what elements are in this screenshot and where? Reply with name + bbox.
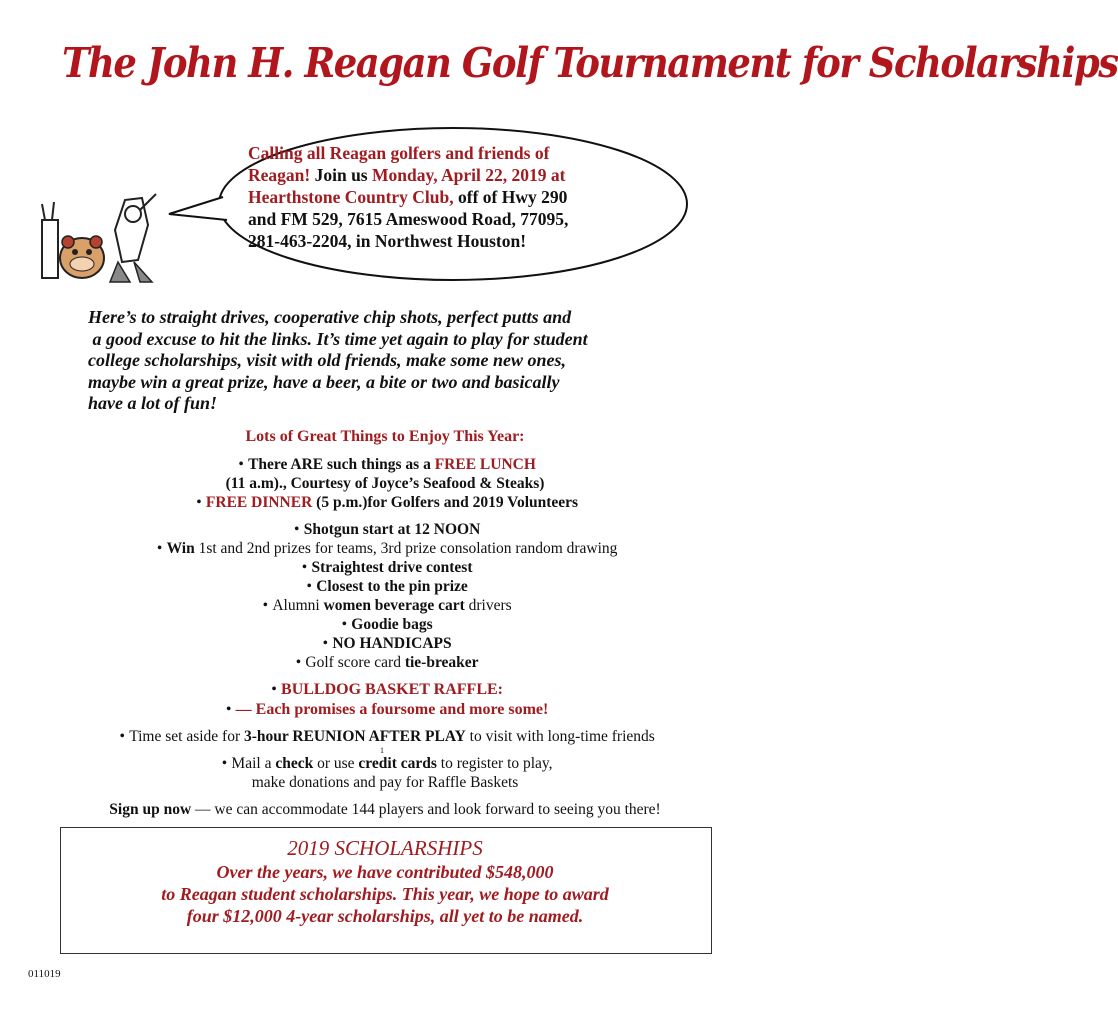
scholarships-line: to Reagan student scholarships. This year, we hope to award xyxy=(161,884,609,904)
section-heading: Lots of Great Things to Enjoy This Year: xyxy=(245,428,525,445)
list-item: • Time set aside for 3-hour REUNION AFTER PLAY to visit with long-time friends xyxy=(119,728,655,745)
list-item: • Shotgun start at 12 NOON xyxy=(294,521,481,538)
page-marker: 1 xyxy=(380,746,384,755)
list-item: • Mail a check or use credit cards to register to play, xyxy=(221,755,553,772)
list-item: • — Each promises a foursome and more some! xyxy=(225,701,549,718)
page-title: The John H. Reagan Golf Tournament for Scholarships xyxy=(62,38,1118,88)
list-item: • Alumni women beverage cart drivers xyxy=(262,597,512,614)
list-item: • Win 1st and 2nd prizes for teams, 3rd prize consolation random drawing xyxy=(156,540,618,557)
scholarships-line: four $12,000 4-year scholarships, all yet to be named. xyxy=(186,906,584,926)
document-code: 011019 xyxy=(28,968,61,980)
list-item: • Golf score card tie-breaker xyxy=(295,654,479,671)
event-details: Calling all Reagan golfers and friends of Reagan! Join us Monday, April 22, 2019 at Hearthstone Country Club, off of Hwy 290 and FM 529, 7615 Ameswood Road, 77095, 281-463-2204, in Northwest Houston! xyxy=(248,143,569,251)
list-item: • BULLDOG BASKET RAFFLE: xyxy=(271,681,503,698)
list-item: • There ARE such things as a FREE LUNCH xyxy=(238,456,536,473)
list-item: • Goodie bags xyxy=(341,616,433,633)
list-item: • Straightest drive contest xyxy=(301,559,473,576)
scholarships-line: Over the years, we have contributed $548,000 xyxy=(216,862,554,882)
list-item: • NO HANDICAPS xyxy=(322,635,452,652)
scholarships-heading: 2019 SCHOLARSHIPS xyxy=(287,836,483,860)
list-item: • FREE DINNER (5 p.m.)for Golfers and 2019 Volunteers xyxy=(196,494,579,511)
list-item-continued: (11 a.m)., Courtesy of Joyce’s Seafood & Steaks) xyxy=(225,475,545,492)
bulldog-golfer-illustration xyxy=(30,190,170,290)
intro-paragraph: Here’s to straight drives, cooperative chip shots, perfect putts and a good excuse to hit the links. It’s time yet again to play for student college scholarships, visit with old friends, make some new ones, maybe win a great prize, have a beer, a bite or two and basically have a lot of fun! xyxy=(88,307,588,413)
list-item: • Closest to the pin prize xyxy=(306,578,468,595)
signup-line: Sign up now — we can accommodate 144 players and look forward to seeing you there! xyxy=(109,801,661,818)
list-item-continued: make donations and pay for Raffle Baskets xyxy=(251,774,519,791)
